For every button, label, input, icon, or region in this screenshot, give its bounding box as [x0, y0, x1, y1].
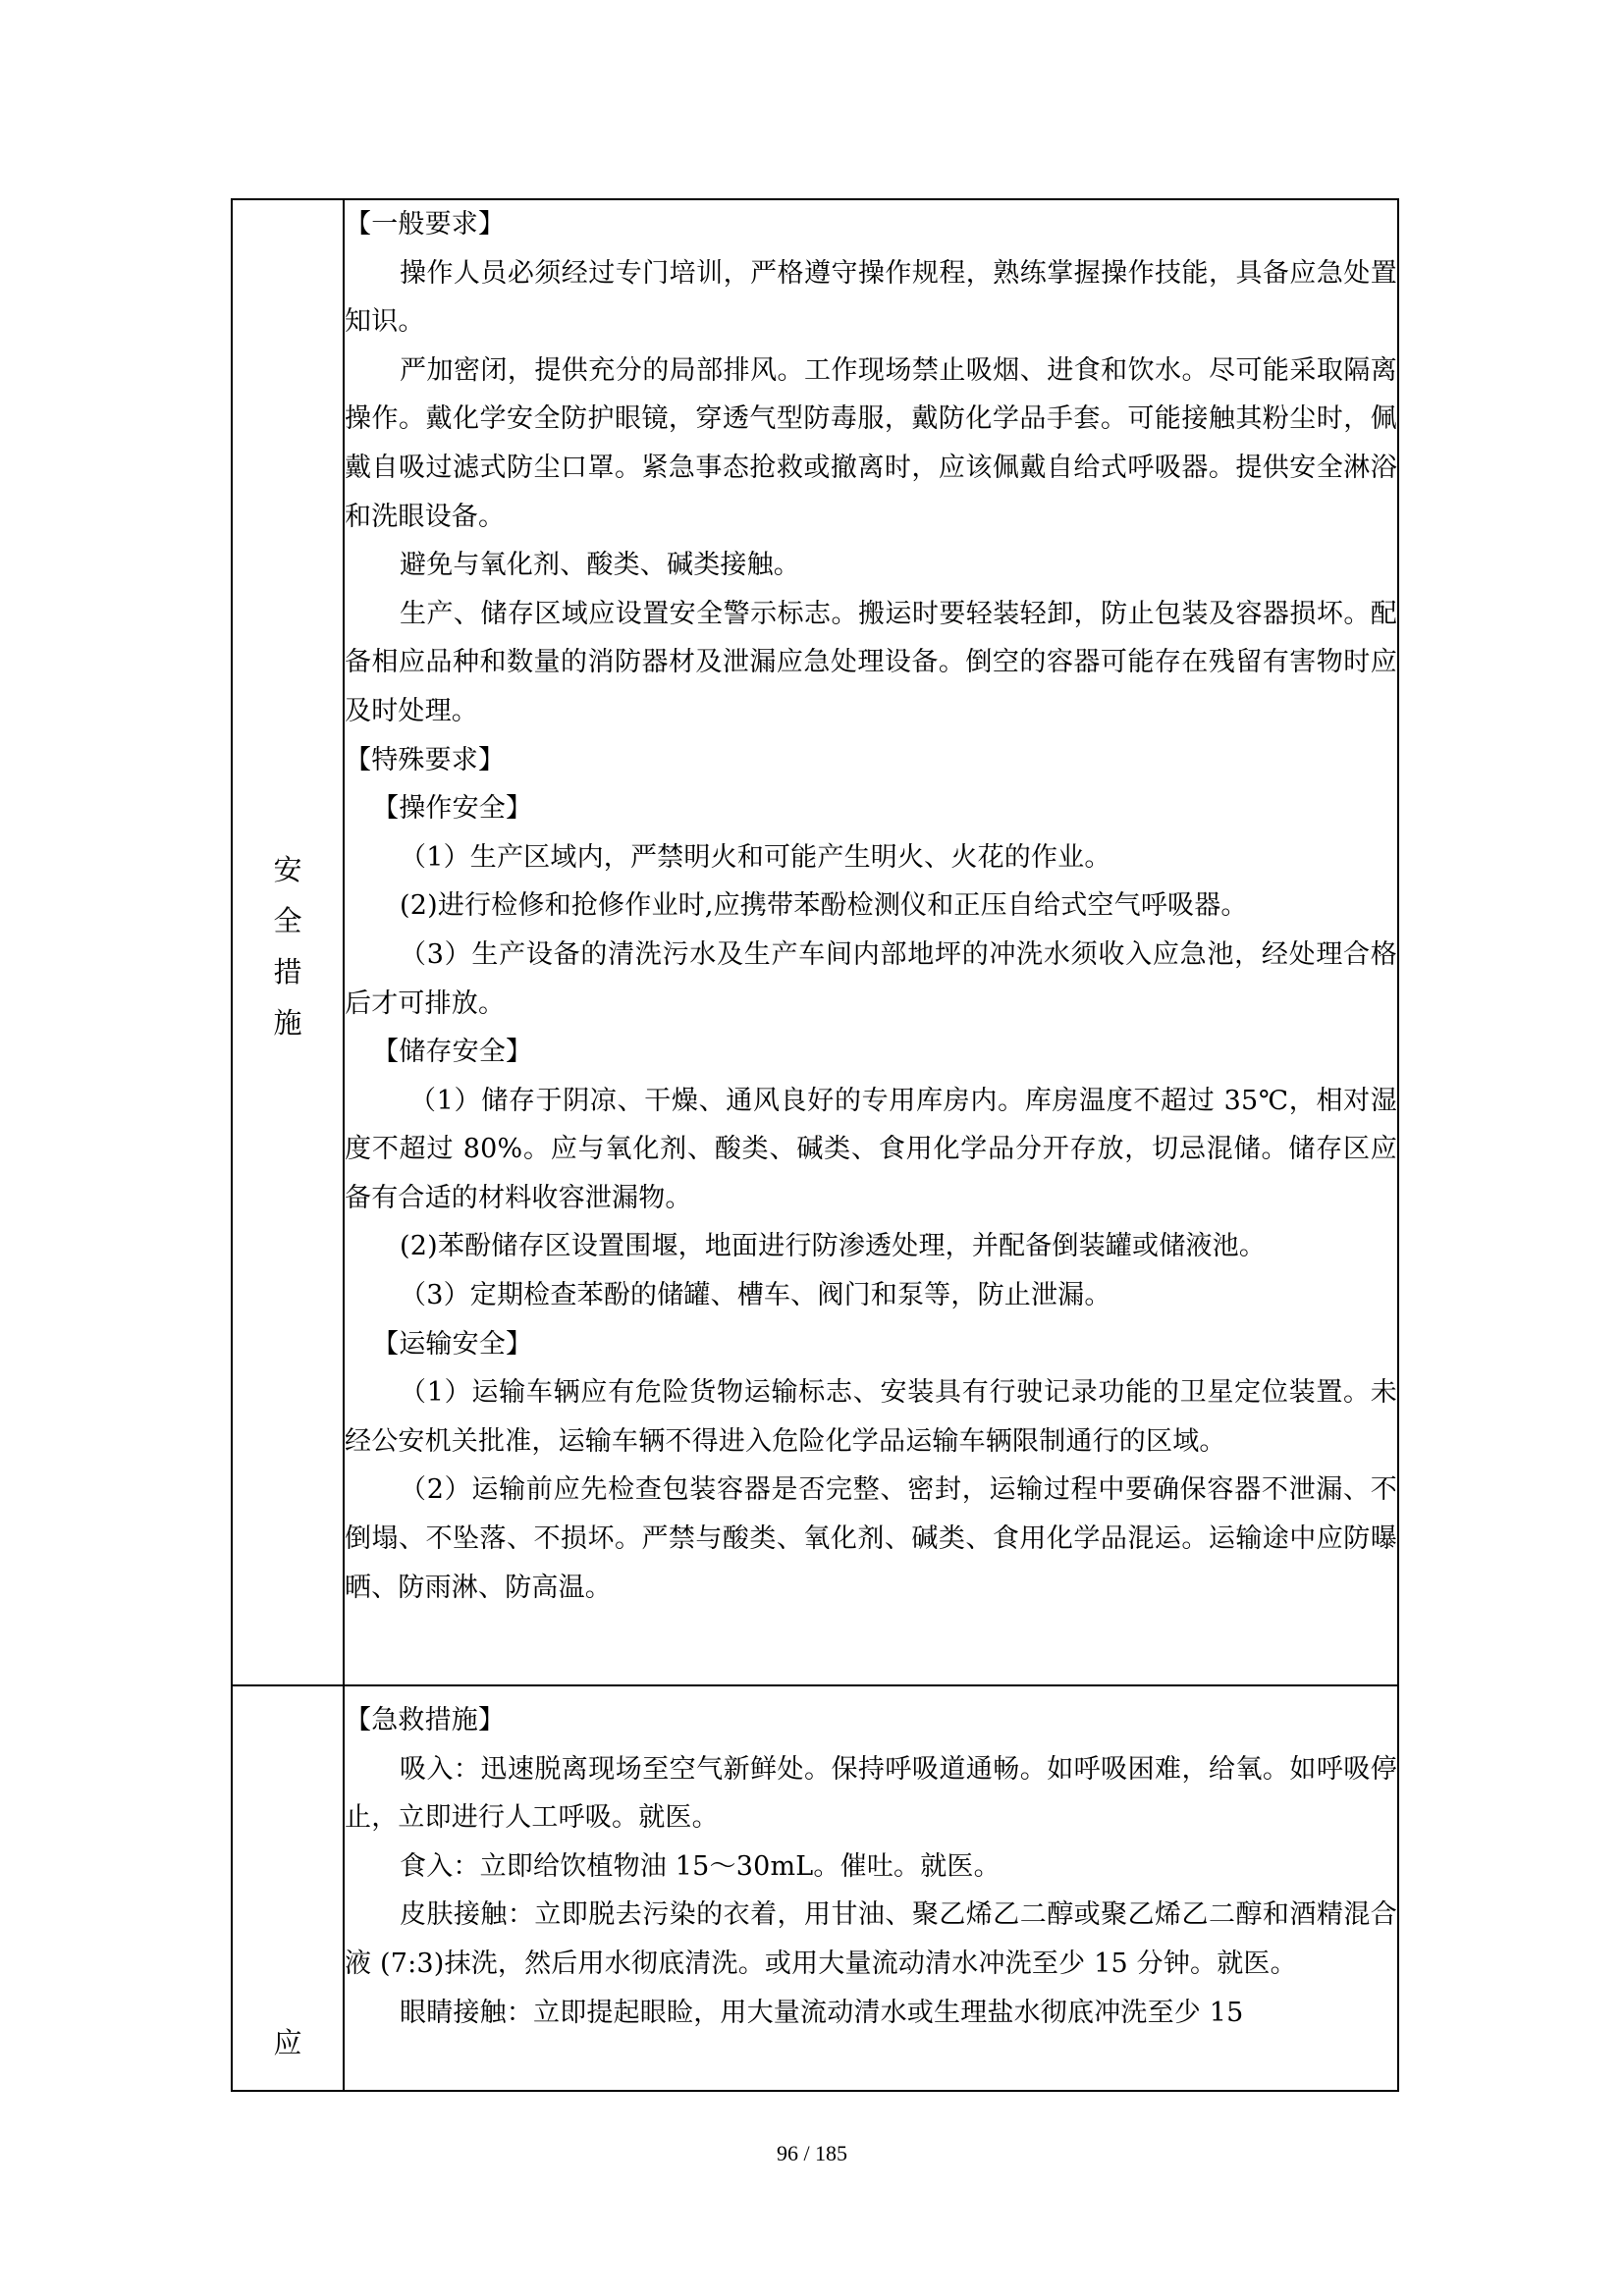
row-label-char: 应: [273, 2026, 302, 2059]
content-cell-safety: [344, 199, 1398, 1685]
paragraph: 生产、储存区域应设置安全警示标志。搬运时要轻装轻卸，防止包装及容器损坏。配备相应品种和数量的消防器材及泄漏应急处理设备。倒空的容器可能存在残留有害物时应及时处理。: [345, 598, 1397, 726]
section-heading: 【急救措施】: [345, 1705, 506, 1735]
row-label-safety-measures: [233, 844, 343, 1048]
row-emergency: [232, 1685, 1398, 2091]
page-number: 96 / 185: [776, 2141, 848, 2165]
label-cell-emergency: [232, 1685, 344, 2091]
paragraph: 【运输安全】: [372, 1328, 533, 1360]
row-label-emergency: [233, 2017, 343, 2068]
paragraph: 【储存安全】: [372, 1037, 533, 1068]
paragraph: 食入：立即给饮植物油 15～30mL。催吐。就医。: [400, 1850, 1001, 1882]
content-cell-emergency: [344, 1685, 1398, 2091]
paragraph: 皮肤接触：立即脱去污染的衣着，用甘油、聚乙烯乙二醇或聚乙烯乙二醇和酒精混合液 (7:3)抹洗，然后用水彻底清洗。或用大量流动清水冲洗至少 15 分钟。就医。: [345, 1899, 1397, 1979]
paragraph: （1）储存于阴凉、干燥、通风良好的专用库房内。库房温度不超过 35℃，相对湿度不超过 80%。应与氧化剂、酸类、碱类、食用化学品分开存放，切忌混储。储存区应备有合适的材料收容泄漏物。: [345, 1085, 1397, 1213]
paragraph: 【操作安全】: [372, 793, 533, 825]
paragraph: (2)进行检修和抢修作业时,应携带苯酚检测仪和正压自给式空气呼吸器。: [400, 890, 1248, 922]
row-label-char: 措: [273, 955, 302, 988]
label-cell-safety: [232, 199, 344, 1685]
paragraph: 避免与氧化剂、酸类、碱类接触。: [400, 550, 800, 581]
row-label-char: 安: [273, 853, 302, 886]
paragraph: 操作人员必须经过专门培训，严格遵守操作规程，熟练掌握操作技能，具备应急处置知识。: [345, 257, 1397, 338]
safety-table: [231, 198, 1399, 2092]
row-label-char: 施: [273, 1006, 302, 1040]
section-heading: 【一般要求】: [345, 209, 506, 240]
paragraph: （1）运输车辆应有危险货物运输标志、安装具有行驶记录功能的卫星定位装置。未经公安机关批准，运输车辆不得进入危险化学品运输车辆限制通行的区域。: [345, 1377, 1397, 1457]
paragraph: (2)苯酚储存区设置围堰，地面进行防渗透处理，并配备倒装罐或储液池。: [400, 1231, 1267, 1262]
paragraph: （2）运输前应先检查包装容器是否完整、密封，运输过程中要确保容器不泄漏、不倒塌、不坠落、不损坏。严禁与酸类、氧化剂、碱类、食用化学品混运。运输途中应防曝晒、防雨淋、防高温。: [345, 1474, 1397, 1603]
paragraph: 吸入：迅速脱离现场至空气新鲜处。保持呼吸道通畅。如呼吸困难，给氧。如呼吸停止，立即进行人工呼吸。就医。: [345, 1753, 1397, 1834]
section-heading: 【特殊要求】: [345, 744, 506, 775]
paragraph: 眼睛接触：立即提起眼睑，用大量流动清水或生理盐水彻底冲洗至少 15: [400, 1997, 1244, 2028]
row-label-char: 全: [273, 904, 302, 937]
paragraph: （3）生产设备的清洗污水及生产车间内部地坪的冲洗水须收入应急池，经处理合格后才可排放。: [345, 938, 1397, 1019]
paragraph: （1）生产区域内，严禁明火和可能产生明火、火花的作业。: [400, 841, 1111, 873]
row-safety-measures: [232, 199, 1398, 1685]
paragraph: 严加密闭，提供充分的局部排风。工作现场禁止吸烟、进食和饮水。尽可能采取隔离操作。戴化学安全防护眼镜，穿透气型防毒服，戴防化学品手套。可能接触其粉尘时，佩戴自吸过滤式防尘口罩。紧急事态抢救或撤离时，应该佩戴自给式呼吸器。提供安全淋浴和洗眼设备。: [345, 354, 1397, 532]
paragraph: （3）定期检查苯酚的储罐、槽车、阀门和泵等，防止泄漏。: [400, 1280, 1111, 1311]
